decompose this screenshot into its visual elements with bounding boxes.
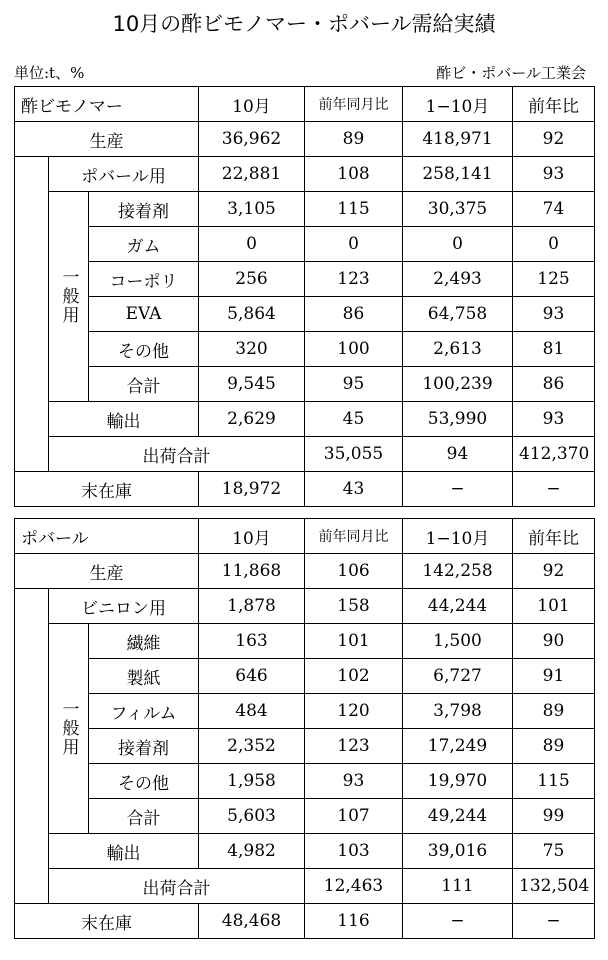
cell: 4,982: [199, 834, 305, 869]
cell: 0: [199, 227, 305, 262]
cell: 81: [513, 332, 595, 367]
general-use-text: 一般用: [58, 700, 79, 757]
cell: 646: [199, 659, 305, 694]
row-label: 接着剤: [89, 729, 199, 764]
row-label: 接着剤: [89, 192, 199, 227]
cell: 75: [513, 834, 595, 869]
cell: 64,758: [403, 297, 513, 332]
row-label: ビニロン用: [49, 589, 199, 624]
table-row: [15, 437, 595, 472]
table-row: [15, 297, 595, 332]
cell: 93: [513, 157, 595, 192]
cell: 115: [513, 764, 595, 799]
table-row: [15, 729, 595, 764]
cell: 320: [199, 332, 305, 367]
row-label: 繊維: [89, 624, 199, 659]
cell: 0: [403, 227, 513, 262]
cell: 86: [513, 367, 595, 402]
unit-label: 単位:t、%: [14, 64, 85, 82]
table-name: 酢ビモノマー: [15, 87, 199, 122]
table-row: [15, 694, 595, 729]
table-header-row: [15, 519, 595, 554]
row-label: 製紙: [89, 659, 199, 694]
col-header-yoy: 前年比: [513, 87, 595, 122]
cell: 0: [305, 227, 403, 262]
cell: 142,258: [403, 554, 513, 589]
source-label: 酢ビ・ポバール工業会: [436, 64, 586, 82]
cell: 5,864: [199, 297, 305, 332]
cell: −: [403, 904, 513, 939]
table-row: [15, 122, 595, 157]
cell: 99: [513, 799, 595, 834]
table-row: [15, 402, 595, 437]
cell: 418,971: [403, 122, 513, 157]
general-use-label: [49, 192, 89, 402]
cell: 120: [305, 694, 403, 729]
cell: 22,881: [199, 157, 305, 192]
cell: 94: [403, 437, 513, 472]
table-row: [15, 659, 595, 694]
cell: 100,239: [403, 367, 513, 402]
cell: 89: [513, 694, 595, 729]
cell: 43: [305, 472, 403, 507]
cell: 2,493: [403, 262, 513, 297]
table-row: [15, 624, 595, 659]
col-header-month: 10月: [199, 519, 305, 554]
cell: 108: [305, 157, 403, 192]
cell: 18,972: [199, 472, 305, 507]
row-label: 生産: [15, 122, 199, 157]
cell: 89: [513, 729, 595, 764]
cell: 132,504: [513, 869, 595, 904]
table-row: [15, 834, 595, 869]
cell: 91: [513, 659, 595, 694]
cell: 6,727: [403, 659, 513, 694]
row-label: 輸出: [49, 402, 199, 437]
table-row: [15, 332, 595, 367]
cell: 93: [305, 764, 403, 799]
cell: 103: [305, 834, 403, 869]
cell: −: [513, 904, 595, 939]
cell: 2,613: [403, 332, 513, 367]
cell: 95: [305, 367, 403, 402]
cell: 5,603: [199, 799, 305, 834]
col-header-yoy-month: 前年同月比: [305, 87, 403, 122]
cell: 44,244: [403, 589, 513, 624]
col-header-yoy-month: 前年同月比: [305, 519, 403, 554]
col-header-yoy: 前年比: [513, 519, 595, 554]
col-header-ytd: 1−10月: [403, 87, 513, 122]
row-label: 合計: [89, 367, 199, 402]
cell: 93: [513, 402, 595, 437]
table-row: [15, 227, 595, 262]
cell: 2,629: [199, 402, 305, 437]
cell: 412,370: [513, 437, 595, 472]
cell: 258,141: [403, 157, 513, 192]
cell: 35,055: [305, 437, 403, 472]
cell: 11,868: [199, 554, 305, 589]
cell: −: [403, 472, 513, 507]
row-label: フィルム: [89, 694, 199, 729]
cell: 30,375: [403, 192, 513, 227]
cell: 3,105: [199, 192, 305, 227]
col-header-ytd: 1−10月: [403, 519, 513, 554]
table-name: ポバール: [15, 519, 199, 554]
col-header-month: 10月: [199, 87, 305, 122]
cell: 101: [305, 624, 403, 659]
row-label: 合計: [89, 799, 199, 834]
row-label: 出荷合計: [49, 437, 305, 472]
cell: 89: [305, 122, 403, 157]
table-row: [15, 367, 595, 402]
cell: 163: [199, 624, 305, 659]
row-label: 出荷合計: [49, 869, 305, 904]
row-label: 輸出: [49, 834, 199, 869]
cell: 93: [513, 297, 595, 332]
row-label: 生産: [15, 554, 199, 589]
cell: 123: [305, 262, 403, 297]
table-row: [15, 764, 595, 799]
table-row: [15, 472, 595, 507]
row-label: 末在庫: [15, 904, 199, 939]
cell: 45: [305, 402, 403, 437]
cell: 53,990: [403, 402, 513, 437]
poval-table: [14, 518, 595, 939]
row-label: ポバール用: [49, 157, 199, 192]
cell: 256: [199, 262, 305, 297]
table-row: [15, 799, 595, 834]
row-label: EVA: [89, 297, 199, 332]
cell: 49,244: [403, 799, 513, 834]
table-row: [15, 262, 595, 297]
cell: 0: [513, 227, 595, 262]
cell: 106: [305, 554, 403, 589]
row-label: その他: [89, 332, 199, 367]
table-row: [15, 904, 595, 939]
row-label: コーポリ: [89, 262, 199, 297]
cell: 3,798: [403, 694, 513, 729]
cell: 90: [513, 624, 595, 659]
table-header-row: [15, 87, 595, 122]
table-row: [15, 157, 595, 192]
cell: 100: [305, 332, 403, 367]
indent-cell: [15, 157, 49, 472]
general-use-label: [49, 624, 89, 834]
cell: 39,016: [403, 834, 513, 869]
row-label: 末在庫: [15, 472, 199, 507]
cell: 36,962: [199, 122, 305, 157]
table-row: [15, 869, 595, 904]
cell: 115: [305, 192, 403, 227]
cell: 48,468: [199, 904, 305, 939]
indent-cell: [15, 589, 49, 904]
table-row: [15, 192, 595, 227]
cell: 92: [513, 122, 595, 157]
cell: 1,958: [199, 764, 305, 799]
table-row: [15, 554, 595, 589]
cell: 107: [305, 799, 403, 834]
cell: 86: [305, 297, 403, 332]
cell: 9,545: [199, 367, 305, 402]
cell: 1,878: [199, 589, 305, 624]
row-label: その他: [89, 764, 199, 799]
cell: 125: [513, 262, 595, 297]
cell: 1,500: [403, 624, 513, 659]
cell: 101: [513, 589, 595, 624]
cell: 19,970: [403, 764, 513, 799]
cell: 484: [199, 694, 305, 729]
page-title: 10月の酢ビモノマー・ポバール需給実績: [112, 12, 496, 36]
cell: 12,463: [305, 869, 403, 904]
general-use-char-1: 一般用: [58, 268, 79, 325]
cell: 158: [305, 589, 403, 624]
cell: 92: [513, 554, 595, 589]
cell: 111: [403, 869, 513, 904]
cell: 74: [513, 192, 595, 227]
cell: 116: [305, 904, 403, 939]
row-label: ガム: [89, 227, 199, 262]
cell: 102: [305, 659, 403, 694]
cell: 2,352: [199, 729, 305, 764]
cell: 17,249: [403, 729, 513, 764]
cell: 123: [305, 729, 403, 764]
cell: −: [513, 472, 595, 507]
table-row: [15, 589, 595, 624]
vam-table: [14, 86, 595, 507]
